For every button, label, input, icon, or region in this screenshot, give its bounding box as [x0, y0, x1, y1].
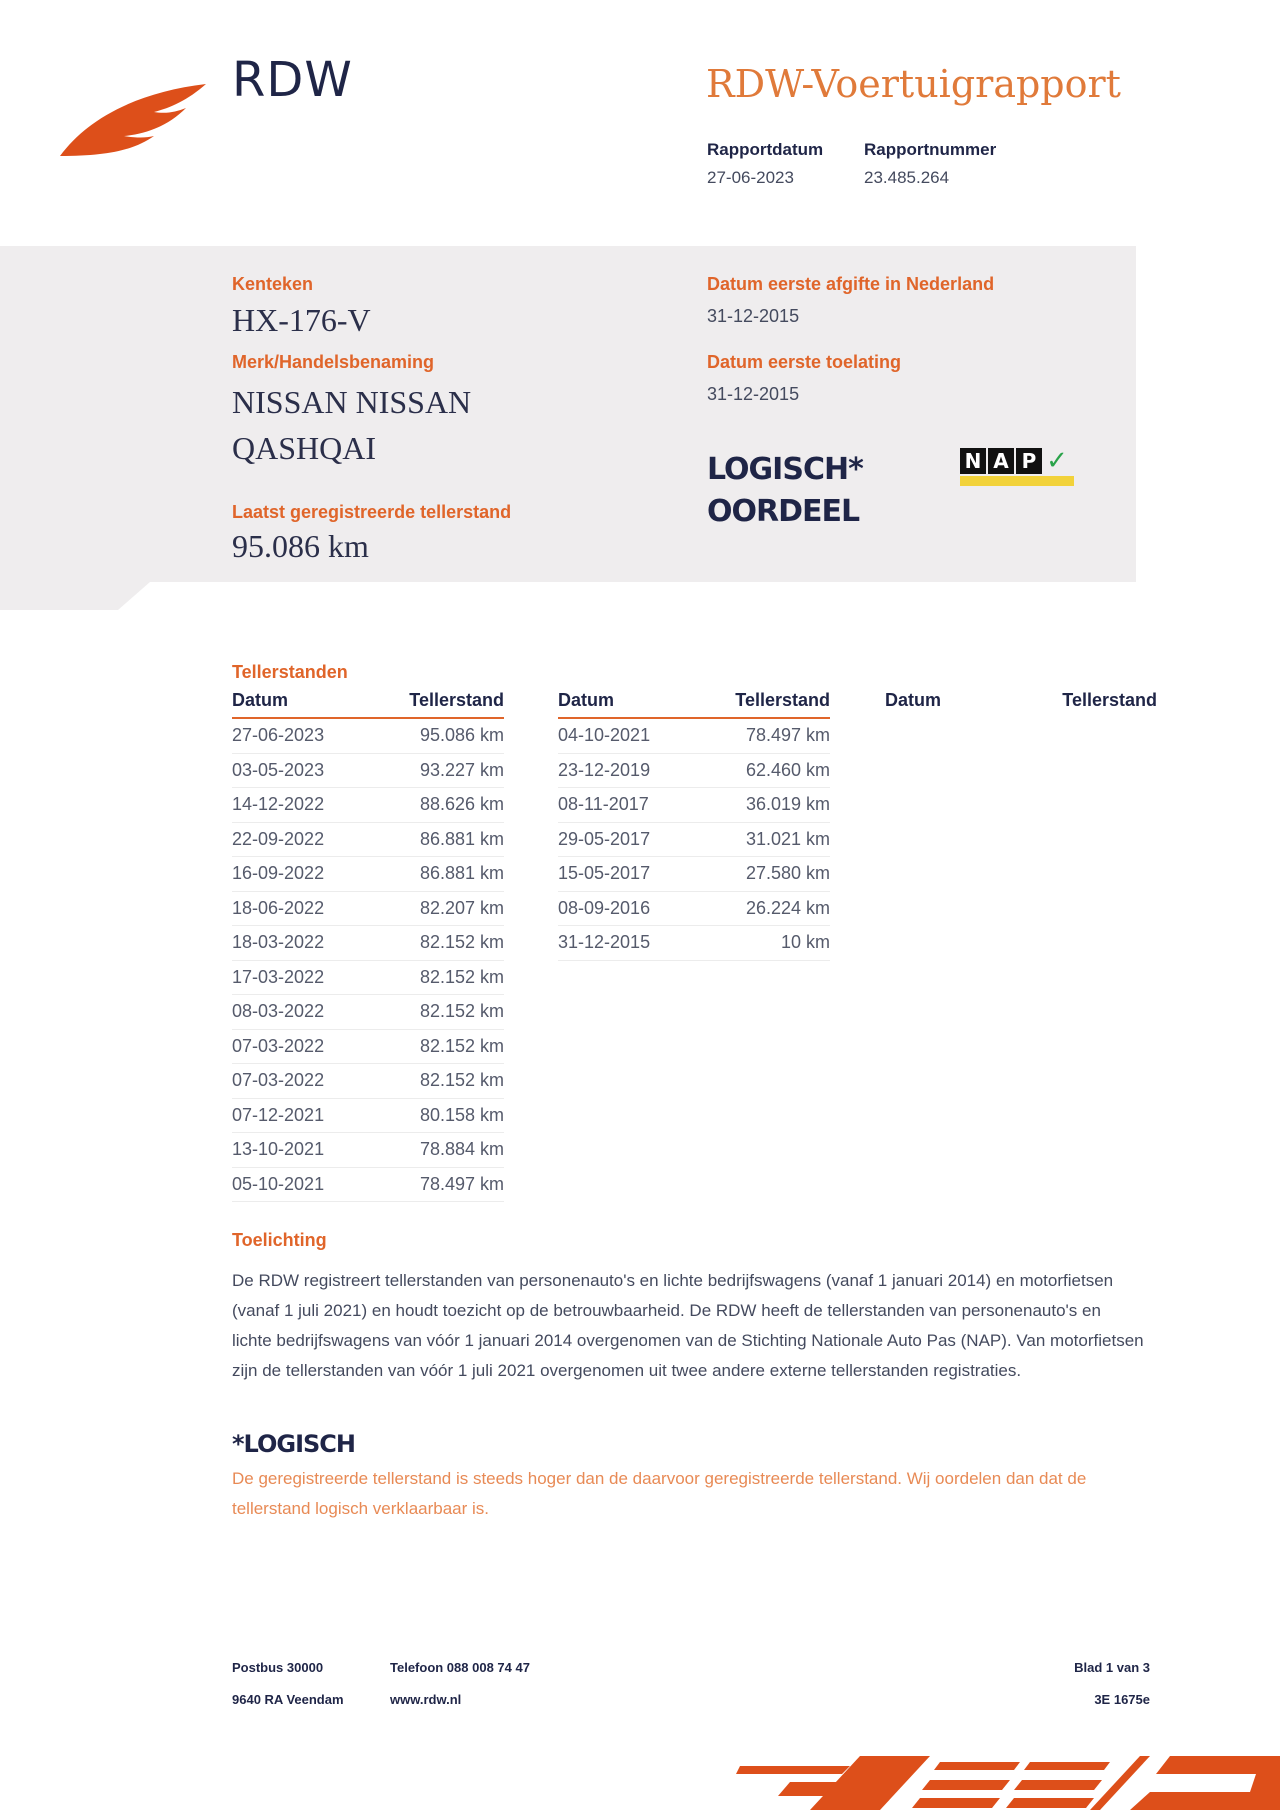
footer-page-number: Blad 1 van 3	[1074, 1660, 1150, 1675]
table-row	[558, 857, 830, 892]
reading-date: 15-05-2017	[558, 863, 651, 883]
vehicle-summary-panel	[0, 246, 1136, 582]
reading-km: 27.580 km	[745, 863, 830, 883]
reading-date: 08-03-2022	[232, 1001, 325, 1021]
reading-date: 23-12-2019	[558, 759, 651, 780]
footer-phone: Telefoon 088 008 74 47	[390, 1660, 530, 1675]
reading-date: 29-05-2017	[558, 828, 651, 849]
table-row	[558, 719, 830, 754]
nap-underline	[960, 476, 1074, 486]
table-row	[232, 1133, 504, 1168]
readings-rows	[232, 719, 504, 1202]
table-row	[232, 892, 504, 927]
reading-km: 62.460 km	[745, 759, 830, 780]
table-row	[232, 788, 504, 823]
reading-km: 31.021 km	[745, 828, 830, 849]
reading-km: 93.227 km	[419, 759, 504, 780]
readings-column-1	[232, 690, 504, 1202]
odometer-value: 95.086 km	[232, 528, 369, 564]
footer-address-2: 9640 RA Veendam	[232, 1692, 344, 1707]
reading-date: 13-10-2021	[232, 1139, 325, 1159]
footer-code: 3E 1675e	[1094, 1692, 1150, 1707]
readings-title: Tellerstanden	[232, 662, 348, 682]
reading-km: 82.152 km	[419, 1035, 504, 1056]
table-row	[232, 1064, 504, 1099]
panel-notch	[0, 582, 150, 610]
nap-check-icon: ✓	[1046, 446, 1068, 476]
reading-date: 07-03-2022	[232, 1070, 325, 1090]
logisch-title: *LOGISCH	[232, 1430, 356, 1458]
reading-km: 82.152 km	[419, 1001, 504, 1021]
make-label: Merk/Handelsbenaming	[232, 352, 435, 372]
reading-km: 82.152 km	[419, 966, 504, 987]
table-row	[232, 1099, 504, 1134]
reading-date: 22-09-2022	[232, 828, 325, 849]
readings-column-header	[885, 690, 1157, 717]
nap-letter-a: A	[988, 448, 1014, 474]
reading-date: 08-11-2017	[558, 794, 649, 814]
report-date: 27-06-2023	[707, 168, 794, 187]
reading-date: 31-12-2015	[558, 932, 651, 952]
reading-km: 82.152 km	[419, 1070, 504, 1090]
col-km-header: Tellerstand	[409, 690, 504, 710]
reading-date: 05-10-2021	[232, 1173, 325, 1194]
reading-km: 86.881 km	[419, 863, 504, 883]
col-date-header: Datum	[232, 690, 289, 710]
reading-date: 08-09-2016	[558, 897, 651, 918]
table-row	[232, 857, 504, 892]
table-row	[232, 1030, 504, 1065]
explanation-text: De RDW registreert tellerstanden van personenauto's en lichte bedrijfswagens (vanaf 1 januari 2014) en motorfietsen (vanaf 1 juli 2021) en houdt toezicht op de betrouwbaarheid. De RDW heeft de tellerstanden van personenauto's en lichte bedrijfswagens van vóór 1 januari 2014 overgenomen van de Stichting Nationale Auto Pas (NAP). Van motorfietsen zijn de tellerstanden van vóór 1 juli 2021 overgenomen uit twee andere externe tellerstanden registraties.	[232, 1271, 1144, 1380]
reading-km: 80.158 km	[419, 1104, 504, 1125]
reading-km: 88.626 km	[419, 794, 504, 814]
table-row	[232, 926, 504, 961]
reading-km: 95.086 km	[419, 725, 504, 745]
table-row	[232, 754, 504, 789]
reading-km: 26.224 km	[745, 897, 830, 918]
readings-column-header	[558, 690, 830, 719]
table-row	[232, 961, 504, 996]
reading-km: 86.881 km	[419, 828, 504, 849]
plate-label: Kenteken	[232, 274, 314, 294]
table-row	[558, 788, 830, 823]
readings-column-3	[885, 690, 1157, 717]
col-km-header: Tellerstand	[1062, 690, 1157, 710]
reading-date: 18-03-2022	[232, 932, 325, 952]
reading-km: 78.497 km	[745, 725, 830, 745]
table-row	[232, 1168, 504, 1203]
table-row	[558, 754, 830, 789]
first-admission-label: Datum eerste toelating	[707, 352, 902, 372]
col-date-header: Datum	[558, 690, 615, 710]
reading-km: 78.884 km	[419, 1139, 504, 1159]
table-row	[232, 823, 504, 858]
rdw-logo-icon	[58, 78, 208, 168]
brand-name: RDW	[232, 52, 353, 108]
logisch-text: De geregistreerde tellerstand is steeds hoger dan de daarvoor geregistreerde tellerstand. Wij oordelen dan dat de tellerstand logisch verklaarbaar is.	[232, 1469, 1087, 1518]
report-number: 23.485.264	[864, 168, 950, 187]
readings-column-header	[232, 690, 504, 719]
plate-number: HX-176-V	[232, 302, 371, 338]
reading-date: 27-06-2023	[232, 725, 325, 745]
footer-website[interactable]: www.rdw.nl	[390, 1692, 462, 1707]
readings-column-2	[558, 690, 830, 961]
verdict-line-1: LOGISCH*	[707, 452, 863, 487]
reading-date: 03-05-2023	[232, 759, 325, 780]
make-line-1: NISSAN NISSAN	[232, 384, 472, 420]
footer-address-1: Postbus 30000	[232, 1660, 324, 1675]
table-row	[558, 926, 830, 961]
odometer-label: Laatst geregistreerde tellerstand	[232, 502, 512, 522]
reading-date: 16-09-2022	[232, 863, 325, 883]
nap-logo	[960, 446, 1074, 488]
reading-km: 82.207 km	[419, 897, 504, 918]
reading-km: 82.152 km	[419, 932, 504, 952]
reading-date: 18-06-2022	[232, 897, 325, 918]
reading-km: 10 km	[780, 932, 830, 952]
table-row	[558, 823, 830, 858]
readings-rows	[558, 719, 830, 961]
reading-date: 04-10-2021	[558, 725, 651, 745]
report-number-label: Rapportnummer	[864, 140, 997, 159]
explanation-title: Toelichting	[232, 1230, 327, 1250]
col-date-header: Datum	[885, 690, 942, 710]
first-issue-nl-date: 31-12-2015	[707, 306, 800, 326]
table-row	[232, 719, 504, 754]
nap-letter-n: N	[960, 448, 986, 474]
reading-date: 17-03-2022	[232, 966, 325, 987]
report-date-label: Rapportdatum	[707, 140, 824, 159]
col-km-header: Tellerstand	[735, 690, 830, 710]
reading-date: 07-12-2021	[232, 1104, 325, 1125]
nap-letter-p: P	[1016, 448, 1042, 474]
report-title: RDW-Voertuigrapport	[706, 62, 1121, 106]
footer-stripes-icon	[730, 1752, 1280, 1810]
table-row	[232, 995, 504, 1030]
reading-date: 07-03-2022	[232, 1035, 325, 1056]
reading-date: 14-12-2022	[232, 794, 325, 814]
make-line-2: QASHQAI	[232, 430, 376, 466]
first-admission-date: 31-12-2015	[707, 384, 800, 404]
verdict-line-2: OORDEEL	[707, 494, 860, 529]
first-issue-nl-label: Datum eerste afgifte in Nederland	[707, 274, 995, 294]
table-row	[558, 892, 830, 927]
reading-km: 36.019 km	[745, 794, 830, 814]
reading-km: 78.497 km	[419, 1173, 504, 1194]
